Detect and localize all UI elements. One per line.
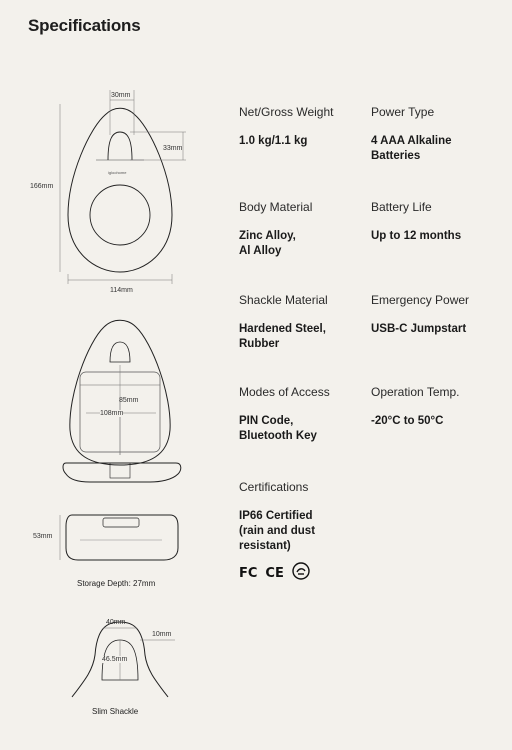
spec-label: Power Type — [371, 105, 435, 119]
spec-power-type — [371, 105, 471, 164]
dim-top-depth: 33mm — [163, 145, 183, 152]
side-view-body — [66, 515, 178, 560]
spec-label: Shackle Material — [239, 293, 328, 307]
spec-label: Certifications — [239, 480, 309, 494]
spec-battery-life — [371, 200, 496, 244]
dim-inner-108: 108mm — [100, 410, 124, 417]
spec-value: Zinc Alloy, Al Alloy — [239, 230, 296, 257]
spec-modes-of-access — [239, 385, 339, 444]
dim-top-width: 30mm — [111, 92, 131, 99]
spec-label: Operation Temp. — [371, 385, 460, 399]
dim-inner-85: 85mm — [119, 397, 139, 404]
spec-body-material — [239, 200, 313, 259]
product-drawings — [0, 0, 230, 750]
spec-value: IP66 Certified (rain and dust resistant) — [239, 510, 316, 552]
brand-mark: igloohome — [108, 170, 127, 175]
fcc-icon: FC — [239, 566, 258, 581]
spec-value: Hardened Steel, Rubber — [239, 323, 326, 350]
spec-label: Battery Life — [371, 200, 432, 214]
spec-value: USB-C Jumpstart — [371, 323, 467, 335]
rcm-icon — [292, 562, 310, 585]
spec-value: 1.0 kg/1.1 kg — [239, 135, 308, 147]
spec-value: Up to 12 months — [371, 230, 462, 242]
spec-label: Body Material — [239, 200, 313, 214]
ce-icon: CE — [265, 566, 284, 581]
certification-marks — [239, 562, 310, 585]
spec-label: Modes of Access — [239, 385, 330, 399]
dim-shackle-width: 40mm — [106, 619, 126, 626]
slim-shackle-caption: Slim Shackle — [92, 707, 139, 716]
storage-depth-caption: Storage Depth: 27mm — [77, 579, 156, 588]
dim-height: 166mm — [30, 183, 54, 190]
spec-certifications — [239, 480, 339, 554]
page-title: Specifications — [28, 16, 141, 35]
drawing-lines — [0, 0, 230, 750]
spec-shackle-material — [239, 293, 349, 352]
spec-net-gross-weight — [239, 105, 364, 149]
spec-label: Emergency Power — [371, 293, 470, 307]
dim-shackle-height: 46.5mm — [102, 656, 128, 663]
spec-value: PIN Code, Bluetooth Key — [239, 415, 317, 442]
spec-value: -20°C to 50°C — [371, 415, 444, 427]
dim-side-height: 53mm — [33, 533, 53, 540]
spec-value: 4 AAA Alkaline Batteries — [371, 135, 452, 162]
spec-emergency-power — [371, 293, 496, 337]
spec-operation-temp — [371, 385, 496, 429]
spec-label: Net/Gross Weight — [239, 105, 334, 119]
front-view-body — [68, 108, 172, 272]
dim-shackle-thickness: 10mm — [152, 631, 172, 638]
front-view-keypad — [90, 185, 150, 245]
dim-width: 114mm — [110, 287, 133, 294]
